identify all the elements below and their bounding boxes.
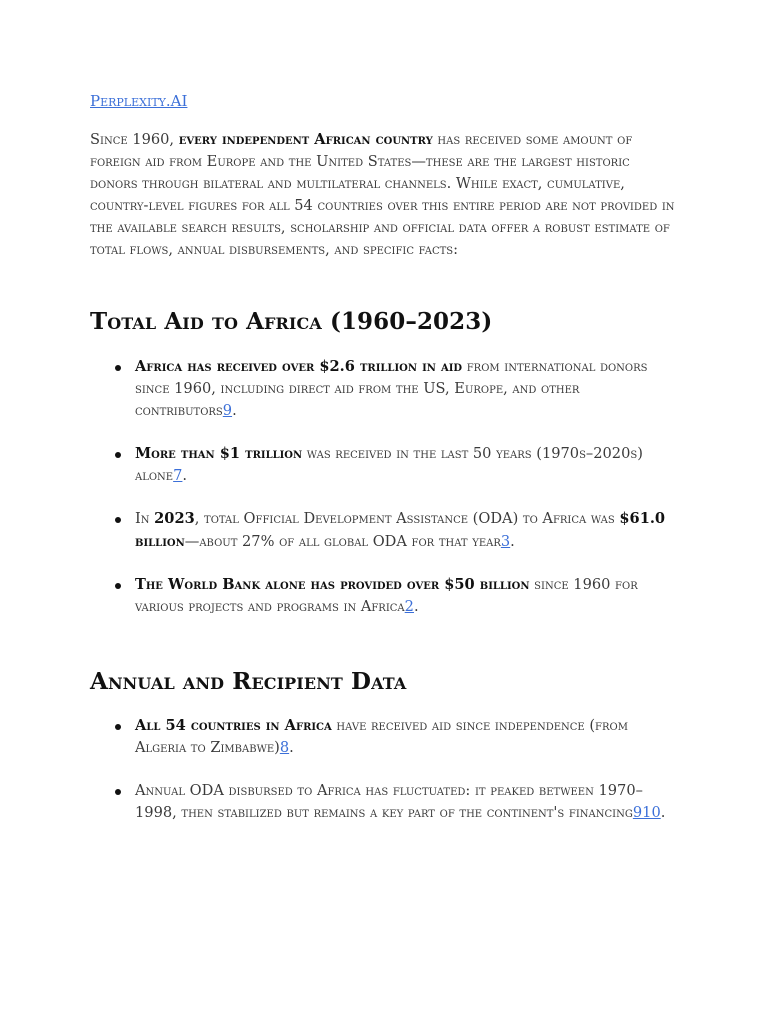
citation-link[interactable]: 8: [279, 739, 290, 757]
item-text: have received aid since independence (from Algeria to Zimbabwe): [135, 717, 628, 757]
item-end: .: [182, 467, 188, 485]
citation-link[interactable]: 3: [500, 532, 511, 550]
citation-link[interactable]: 910: [632, 804, 661, 822]
item-bold-2: $61.0 billion: [135, 510, 666, 550]
list-item: [90, 356, 680, 422]
annual-data-list: [90, 715, 680, 845]
bullet-icon: [115, 365, 121, 371]
bullet-icon: [115, 452, 121, 458]
bullet-icon: [115, 583, 121, 589]
item-text: was received in the last 50 years (1970s–2020s) alone: [135, 445, 643, 485]
bullet-icon: [115, 789, 121, 795]
total-aid-list: [90, 356, 680, 639]
heading-annual-data: Annual and Recipient Data: [90, 668, 407, 695]
item-bold: Africa has received over $2.6 trillion in aid: [135, 358, 463, 375]
item-end: .: [660, 804, 666, 822]
item-bold: More than $1 trillion: [135, 445, 303, 463]
item-pre: In: [135, 510, 155, 528]
item-bold: 2023: [154, 510, 195, 528]
item-end: .: [232, 402, 237, 420]
item-text: Annual ODA disbursed to Africa has fluctuated: it peaked between 1970–1998, then stabilized but remains a key part of the continent's financing: [135, 782, 643, 822]
item-mid: , total Official Development Assistance (ODA) to Africa was: [194, 510, 620, 528]
item-text: since 1960 for various projects and programs in Africa: [135, 575, 638, 615]
item-end: .: [510, 532, 515, 550]
intro-pre: Since 1960,: [90, 131, 179, 148]
source-link[interactable]: Perplexity.AI: [90, 92, 188, 110]
intro-bold: every independent African country: [178, 131, 433, 148]
bullet-icon: [115, 517, 121, 523]
list-item: [90, 574, 680, 618]
list-item: [90, 780, 680, 824]
citation-link[interactable]: 9: [222, 402, 233, 420]
heading-total-aid: Total Aid to Africa (1960–2023): [90, 308, 493, 335]
item-bold: The World Bank alone has provided over $50 billion: [135, 575, 530, 593]
intro-paragraph: [90, 129, 680, 262]
item-end: .: [413, 597, 419, 615]
list-item: [90, 715, 680, 759]
item-text: from international donors since 1960, including direct aid from the US, Europe, and other contributors: [135, 358, 648, 420]
item-end: .: [289, 739, 294, 757]
list-item: [90, 508, 680, 552]
bullet-icon: [115, 724, 121, 730]
list-item: [90, 443, 680, 487]
item-text: —about 27% of all global ODA for that year: [184, 532, 501, 550]
item-bold: All 54 countries in Africa: [135, 717, 332, 734]
citation-link[interactable]: 7: [173, 467, 183, 485]
intro-post: has received some amount of foreign aid from Europe and the United States—these are the largest historic donors through bilateral and multilateral channels. While exact, cumulative, country-level figures for all 54 countries over this entire period are not provided in the available search results, scholarship and official data offer a robust estimate of total flows, annual disbursements, and specific facts:: [90, 131, 675, 259]
citation-link[interactable]: 2: [404, 597, 414, 615]
